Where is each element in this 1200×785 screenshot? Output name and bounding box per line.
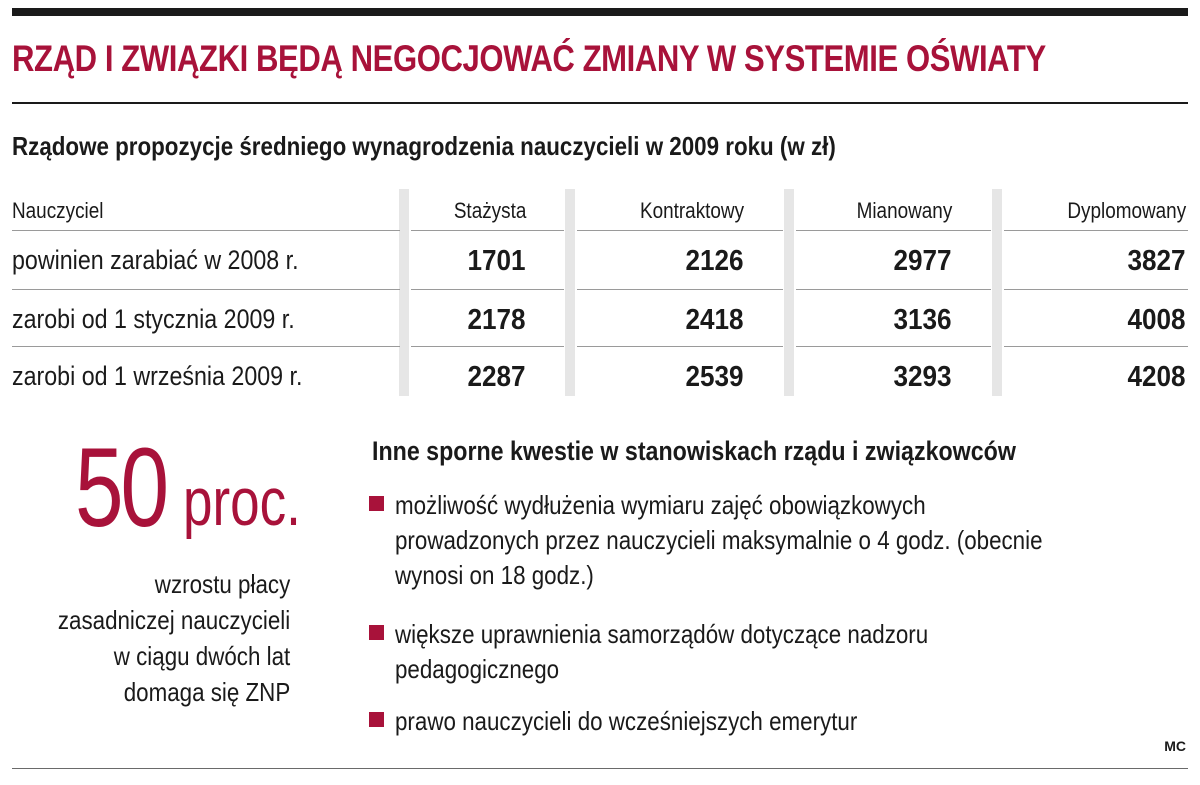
issue-text-line: wynosi on 18 godz.) [395,560,594,590]
credit: MC [1164,738,1186,754]
issue-text-line: prowadzonych przez nauczycieli maksymalnie o 4 godz. (obecnie [395,525,1043,555]
bullet-square-icon [369,712,384,727]
value-cell: 2977 [893,245,952,277]
value-cell: 4208 [1127,361,1186,393]
stat-description [58,566,290,710]
row-separator [12,289,400,290]
issue-text-line: pedagogicznego [395,654,560,684]
stat-description-line: zasadniczej nauczycieli [57,605,290,635]
value-cell: 2126 [685,245,744,277]
row-separator [411,289,564,290]
stat-unit: proc. [183,464,301,540]
bottom-rule [12,768,1188,769]
header-dyplomowany: Dyplomowany [1067,198,1186,223]
header-mianowany: Mianowany [856,198,952,223]
value-cell: 2287 [467,361,526,393]
value-cell: 3136 [893,304,952,336]
row-separator [796,346,991,347]
row-separator [1004,346,1188,347]
row-separator [796,289,991,290]
bullet-square-icon [369,496,384,511]
row-separator [577,346,783,347]
table-subtitle: Rządowe propozycje średniego wynagrodzenia nauczycieli w 2009 roku (w zł) [12,131,836,161]
row-separator [796,230,991,231]
stat-number: 50 [75,425,166,550]
stat-description-line: w ciągu dwóch lat [113,641,290,671]
stat-description-line: domaga się ZNP [123,677,290,707]
issue-text-line: prawo nauczycieli do wcześniejszych emerytur [395,706,858,736]
value-cell: 1701 [467,245,526,277]
header-kontraktowy: Kontraktowy [639,198,744,223]
value-cell: 3827 [1127,245,1186,277]
column-divider-1 [399,189,409,396]
row-label-jan-2009: zarobi od 1 stycznia 2009 r. [12,304,295,334]
row-label-sep-2009: zarobi od 1 września 2009 r. [12,361,303,391]
row-separator [1004,230,1188,231]
issue-text-line: większe uprawnienia samorządów dotyczące nadzoru [395,619,929,649]
row-separator [12,230,400,231]
row-separator [411,346,564,347]
stat-description-line: wzrostu płacy [154,569,290,599]
value-cell: 3293 [893,361,952,393]
issue-text-line: możliwość wydłużenia wymiaru zajęć obowiązkowych [395,490,926,520]
row-separator [12,346,400,347]
column-divider-4 [992,189,1002,396]
row-separator [577,289,783,290]
headline: RZĄD I ZWIĄZKI BĘDĄ NEGOCJOWAĆ ZMIANY W SYSTEMIE OŚWIATY [12,38,1046,79]
row-separator [411,230,564,231]
row-label-2008: powinien zarabiać w 2008 r. [12,245,299,275]
column-divider-2 [565,189,575,396]
header-stazysta: Stażysta [453,198,526,223]
value-cell: 2539 [685,361,744,393]
header-nauczyciel: Nauczyciel [12,198,104,223]
value-cell: 2418 [685,304,744,336]
row-separator [1004,289,1188,290]
row-separator [577,230,783,231]
issues-title: Inne sporne kwestie w stanowiskach rządu i związkowców [372,436,1016,466]
value-cell: 4008 [1127,304,1186,336]
column-divider-3 [784,189,794,396]
bullet-square-icon [369,625,384,640]
value-cell: 2178 [467,304,526,336]
